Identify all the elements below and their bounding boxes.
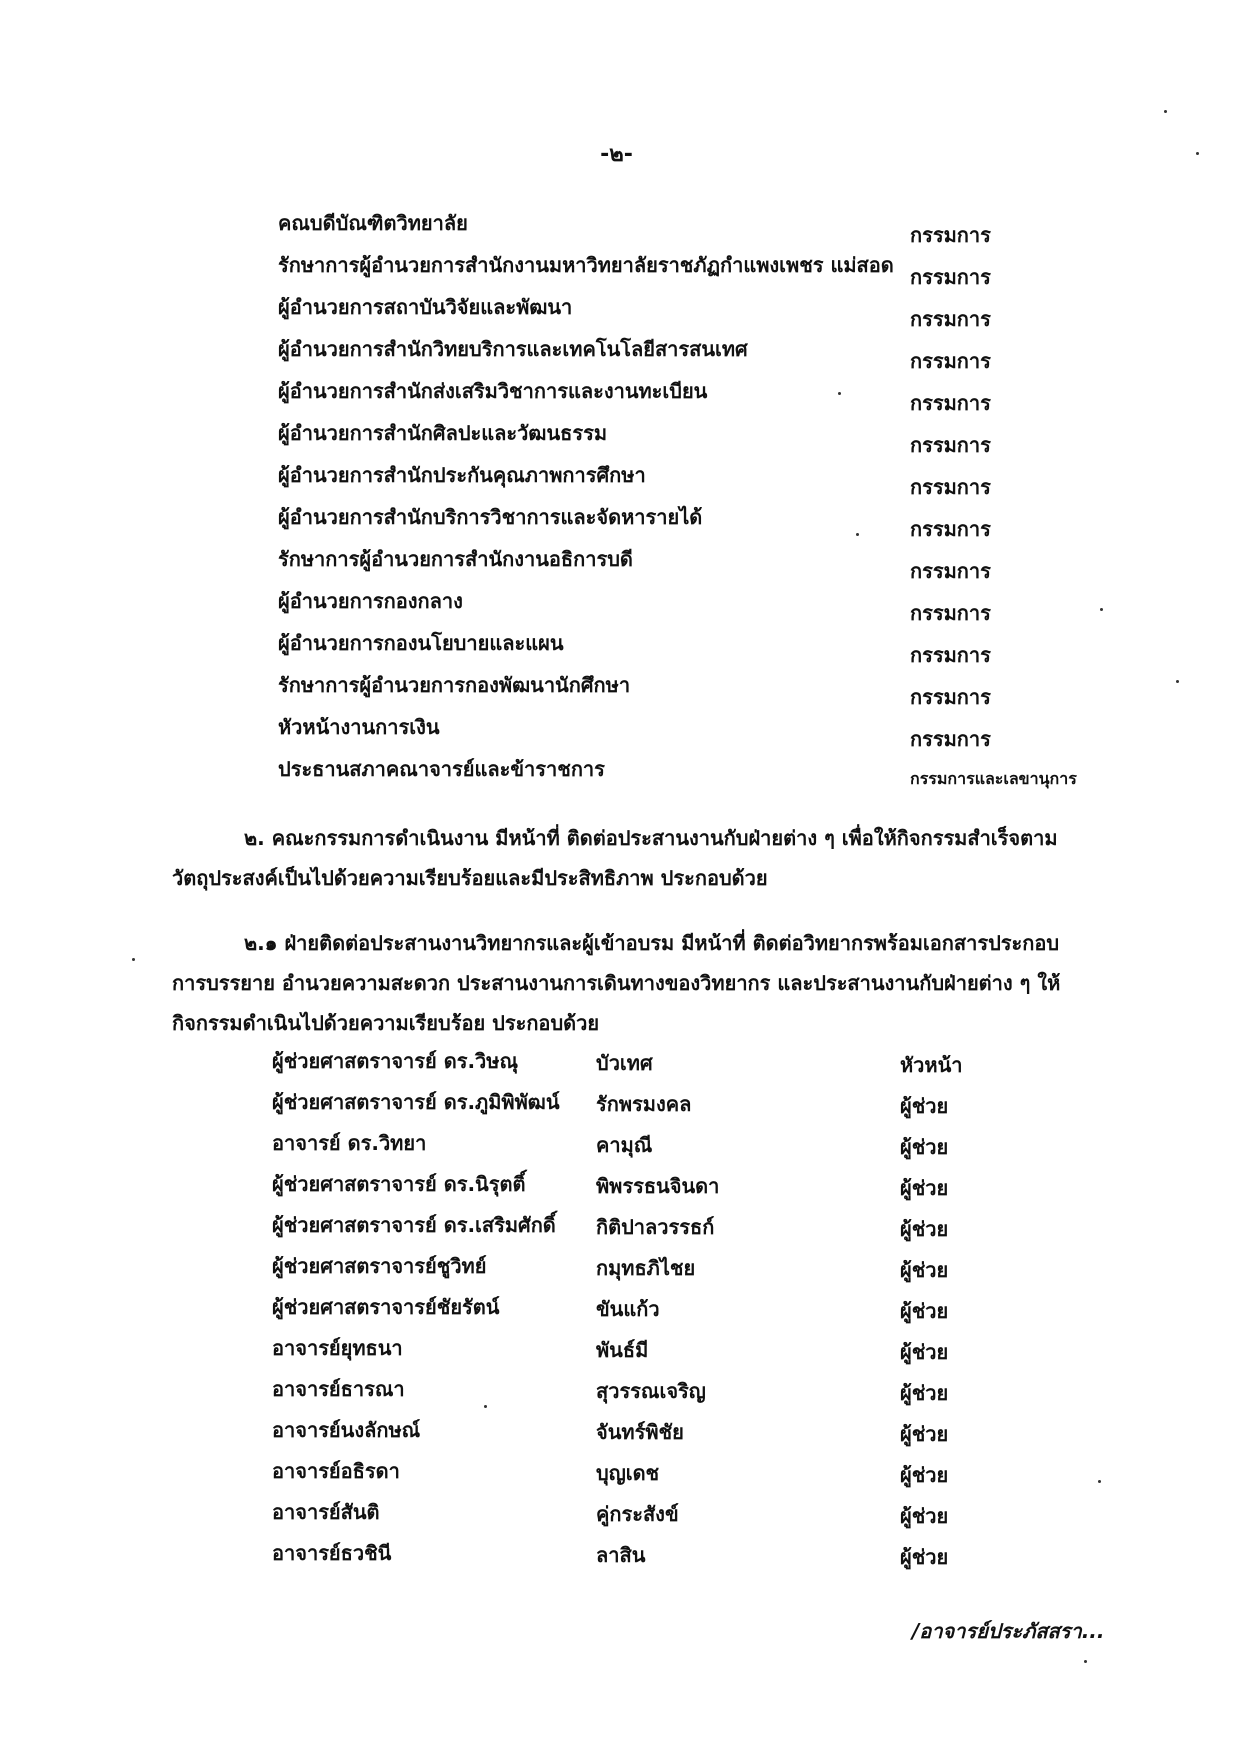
- member-role: ผู้ช่วย: [900, 1135, 949, 1159]
- committee-row: [278, 711, 1098, 751]
- section-2-1-text: ๒.๑ ฝ่ายติดต่อประสานงานวิทยากรและผู้เข้าอบรม มีหน้าที่ ติดต่อวิทยากรพร้อมเอกสารประกอบการบรรยาย อำนวยความสะดวก ประสานงานการเดินทางของวิทยากร และประสานงานกับฝ่ายต่าง ๆ ให้กิจกรรมดำเนินไปด้วยความเรียบร้อย ประกอบด้วย: [172, 931, 1061, 1035]
- member-row: [272, 1168, 992, 1208]
- committee-role: กรรมการ: [910, 265, 991, 289]
- member-surname: พิพรรธนจินดา: [596, 1174, 720, 1198]
- member-row: [272, 1373, 992, 1413]
- committee-position: ประธานสภาคณาจารย์และข้าราชการ: [278, 757, 605, 781]
- member-surname: คามุณี: [596, 1133, 653, 1157]
- committee-row: [278, 333, 1098, 373]
- member-surname: บุญเดช: [596, 1461, 660, 1485]
- scan-speck: [1084, 1660, 1087, 1663]
- member-title: อาจารย์ธารณา: [272, 1377, 405, 1401]
- member-role: ผู้ช่วย: [900, 1094, 949, 1118]
- committee-row: [278, 291, 1098, 331]
- committee-row: [278, 501, 1098, 541]
- member-row: [272, 1455, 992, 1495]
- scan-speck: [1176, 680, 1179, 683]
- member-row: [272, 1250, 992, 1290]
- member-role: ผู้ช่วย: [900, 1463, 949, 1487]
- member-title: อาจารย์อธิรดา: [272, 1459, 400, 1483]
- committee-role: กรรมการ: [910, 349, 991, 373]
- committee-position: ผู้อำนวยการกองนโยบายและแผน: [278, 631, 564, 655]
- member-title: อาจารย์ ดร.วิทยา: [272, 1131, 427, 1155]
- committee-role: กรรมการ: [910, 475, 991, 499]
- member-surname: รักพรมงคล: [596, 1092, 692, 1116]
- committee-position: รักษาการผู้อำนวยการสำนักงานมหาวิทยาลัยราชภัฏกำแพงเพชร แม่สอด: [278, 253, 894, 277]
- member-row: [272, 1332, 992, 1372]
- member-role: ผู้ช่วย: [900, 1504, 949, 1528]
- committee-position: หัวหน้างานการเงิน: [278, 715, 440, 739]
- member-title: ผู้ช่วยศาสตราจารย์ชูวิทย์: [272, 1254, 487, 1278]
- committee-row: [278, 585, 1098, 625]
- member-role: ผู้ช่วย: [900, 1381, 949, 1405]
- member-title: ผู้ช่วยศาสตราจารย์ ดร.ภูมิพิพัฒน์: [272, 1090, 560, 1114]
- member-row: [272, 1086, 992, 1126]
- committee-position: ผู้อำนวยการสำนักวิทยบริการและเทคโนโลยีสารสนเทศ: [278, 337, 748, 361]
- section-2-1-paragraph: [172, 923, 1087, 1043]
- member-row: [272, 1414, 992, 1454]
- committee-position: รักษาการผู้อำนวยการกองพัฒนานักศึกษา: [278, 673, 631, 697]
- member-title: อาจารย์นงลักษณ์: [272, 1418, 421, 1442]
- member-surname: จันทร์พิชัย: [596, 1420, 684, 1444]
- member-role: ผู้ช่วย: [900, 1176, 949, 1200]
- member-surname: กมุทธภิไชย: [596, 1256, 696, 1280]
- committee-row: [278, 459, 1098, 499]
- committee-position: ผู้อำนวยการสำนักส่งเสริมวิชาการและงานทะเบียน: [278, 379, 708, 403]
- member-title: อาจารย์ธวชินี: [272, 1541, 392, 1565]
- scan-speck: [1098, 1480, 1101, 1483]
- committee-row: [278, 249, 1098, 289]
- member-surname: พันธ์มี: [596, 1338, 649, 1362]
- committee-role: กรรมการ: [910, 517, 991, 541]
- committee-position: ผู้อำนวยการสำนักศิลปะและวัฒนธรรม: [278, 421, 608, 445]
- committee-position: ผู้อำนวยการสำนักประกันคุณภาพการศึกษา: [278, 463, 646, 487]
- committee-position: ผู้อำนวยการสำนักบริการวิชาการและจัดหารายได้: [278, 505, 703, 529]
- committee-row: [278, 627, 1098, 667]
- committee-role: กรรมการ: [910, 643, 991, 667]
- member-title: อาจารย์ยุทธนา: [272, 1336, 403, 1360]
- committee-role: กรรมการ: [910, 433, 991, 457]
- scan-speck: [1196, 152, 1199, 155]
- section-2-paragraph: [172, 818, 1087, 898]
- committee-role: กรรมการ: [910, 559, 991, 583]
- member-row: [272, 1045, 992, 1085]
- member-surname: ขันแก้ว: [596, 1297, 660, 1321]
- member-role: ผู้ช่วย: [900, 1422, 949, 1446]
- scan-speck: [1100, 608, 1103, 611]
- committee-position: รักษาการผู้อำนวยการสำนักงานอธิการบดี: [278, 547, 633, 571]
- member-role: ผู้ช่วย: [900, 1340, 949, 1364]
- committee-row: [278, 753, 1098, 793]
- member-row: [272, 1127, 992, 1167]
- member-surname: บัวเทศ: [596, 1051, 653, 1075]
- member-title: อาจารย์สันติ: [272, 1500, 380, 1524]
- committee-row: [278, 375, 1098, 415]
- member-surname: กิติปาลวรรธก์: [596, 1215, 715, 1239]
- member-role: ผู้ช่วย: [900, 1258, 949, 1282]
- committee-role: กรรมการ: [910, 391, 991, 415]
- committee-role: กรรมการ: [910, 727, 991, 751]
- committee-role: กรรมการ: [910, 601, 991, 625]
- committee-position: คณบดีบัณฑิตวิทยาลัย: [278, 211, 468, 235]
- member-surname: คู่กระสังข์: [596, 1502, 679, 1526]
- committee-role: กรรมการ: [910, 223, 991, 247]
- scan-speck: [856, 533, 859, 536]
- scan-speck: [132, 958, 135, 961]
- committee-row: [278, 207, 1098, 247]
- committee-row: [278, 543, 1098, 583]
- committee-position: ผู้อำนวยการสถาบันวิจัยและพัฒนา: [278, 295, 573, 319]
- member-title: ผู้ช่วยศาสตราจารย์ ดร.นิรุตติ์: [272, 1172, 526, 1196]
- committee-role: กรรมการ: [910, 685, 991, 709]
- committee-role: กรรมการ: [910, 307, 991, 331]
- member-title: ผู้ช่วยศาสตราจารย์ ดร.เสริมศักดิ์: [272, 1213, 556, 1237]
- continuation-note: /อาจารย์ประภัสสรา...: [912, 1619, 1105, 1643]
- member-title: ผู้ช่วยศาสตราจารย์ ดร.วิษณุ: [272, 1049, 519, 1073]
- member-surname: ลาสิน: [596, 1543, 646, 1567]
- member-row: [272, 1537, 992, 1577]
- member-role: ผู้ช่วย: [900, 1299, 949, 1323]
- member-title: ผู้ช่วยศาสตราจารย์ชัยรัตน์: [272, 1295, 500, 1319]
- page-number: -๒-: [600, 142, 633, 167]
- committee-row: [278, 669, 1098, 709]
- member-surname: สุวรรณเจริญ: [596, 1379, 706, 1403]
- member-role: ผู้ช่วย: [900, 1545, 949, 1569]
- committee-row: [278, 417, 1098, 457]
- committee-position: ผู้อำนวยการกองกลาง: [278, 589, 463, 613]
- scan-speck: [1164, 110, 1167, 113]
- member-row: [272, 1496, 992, 1536]
- member-role: ผู้ช่วย: [900, 1217, 949, 1241]
- scan-speck: [484, 1405, 487, 1408]
- section-2-text: ๒. คณะกรรมการดำเนินงาน มีหน้าที่ ติดต่อประสานงานกับฝ่ายต่าง ๆ เพื่อให้กิจกรรมสำเร็จตามวัตถุประสงค์เป็นไปด้วยความเรียบร้อยและมีประสิทธิภาพ ประกอบด้วย: [172, 826, 1058, 890]
- scan-speck: [838, 392, 841, 395]
- committee-role: กรรมการและเลขานุการ: [910, 769, 1077, 788]
- member-row: [272, 1291, 992, 1331]
- member-role: หัวหน้า: [900, 1053, 963, 1077]
- member-row: [272, 1209, 992, 1249]
